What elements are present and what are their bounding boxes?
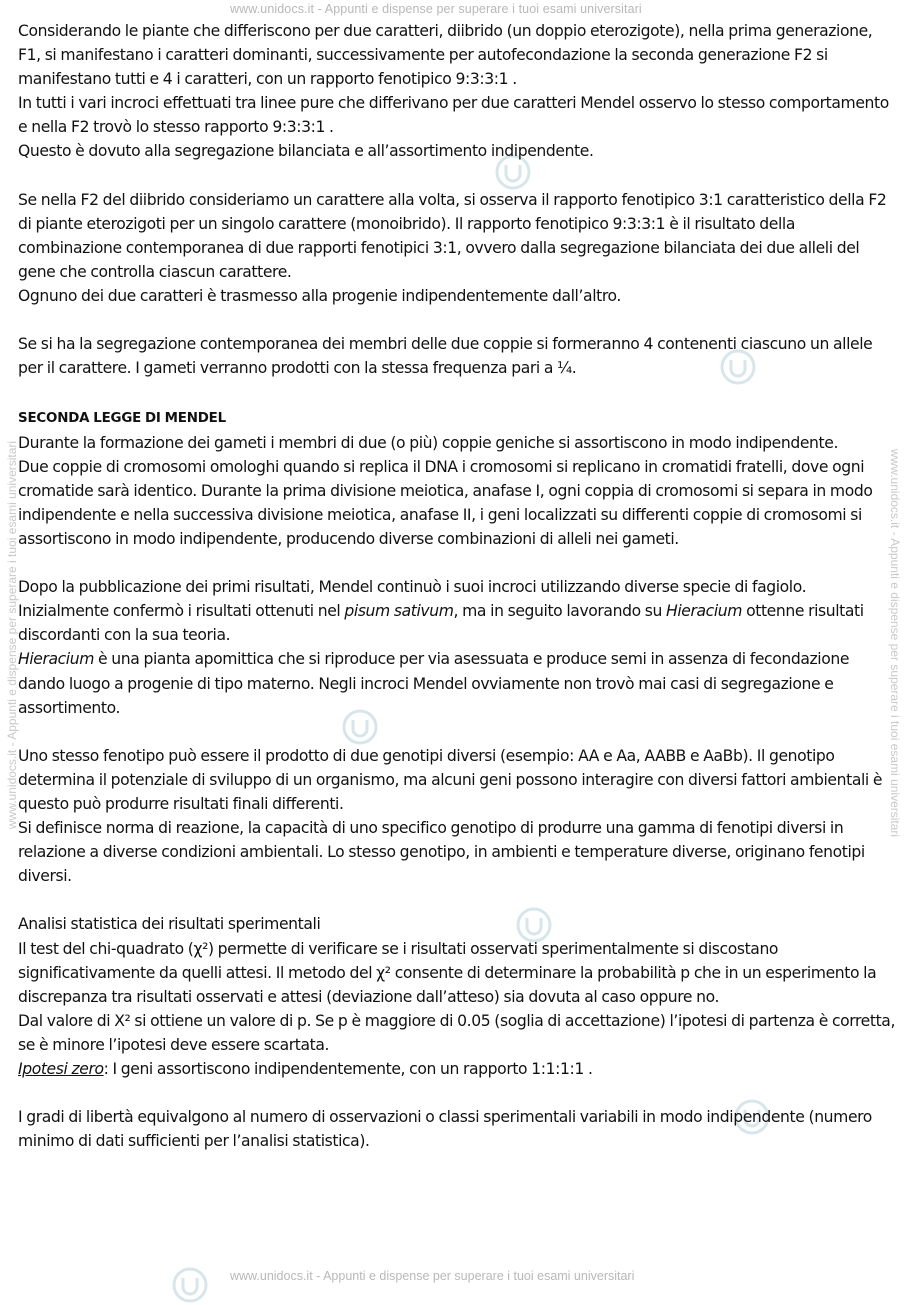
text-line: Il test del chi-quadrato (χ²) permette di verificare se i risultati osservati sperimentalmente si discostano significativamente da quelli attesi. Il metodo del χ² consente di determinare la probabilità p che in un esperimento la discrepanza tra risultati osservati e attesi (deviazione dall’atteso) sia dovuta al caso oppure no. [18, 939, 877, 1006]
subsection-title: Analisi statistica dei risultati sperimentali [18, 915, 321, 934]
right-side-watermark: www.unidocs.it - Appunti e dispense per superare i tuoi esami universitari [888, 448, 902, 838]
text-line: Due coppie di cromosomi omologhi quando si replica il DNA i cromosomi si replicano in cromatidi fratelli, dove ogni cromatide sarà identico. Durante la prima divisione meiotica, anafase I, ogni coppia di cromosomi si separa in modo indipendente e nella successiva divisione meiotica, anafase II, i geni localizzati su differenti coppie di cromosomi si assortiscono in modo indipendente, producendo diverse combinazioni di alleli nei gameti. [18, 457, 873, 548]
text-segment: Inizialmente confermò i risultati ottenuti nel [18, 602, 345, 621]
paragraph-genotype [18, 744, 898, 889]
text-line: Durante la formazione dei gameti i membri di due (o più) coppie geniche si assortiscono in modo indipendente. [18, 433, 839, 452]
paragraph-f2-ratio [18, 188, 898, 308]
paragraph-hieracium [18, 575, 898, 720]
text-segment: ottenne risultati discordanti con la sua teoria. [18, 602, 864, 645]
document-body [18, 19, 898, 1178]
text-line: I gradi di libertà equivalgono al numero di osservazioni o classi sperimentali variabili in modo indipendente (numero minimo di dati sufficienti per l’analisi statistica). [18, 1108, 872, 1151]
text-line: In tutti i vari incroci effettuati tra linee pure che differivano per due caratteri Mendel osservo lo stesso comportamento e nella F2 trovò lo stesso rapporto 9:3:3:1 . [18, 94, 889, 137]
text-line: Questo è dovuto alla segregazione bilanciata e all’assortimento indipendente. [18, 142, 594, 161]
section-heading: SECONDA LEGGE DI MENDEL [18, 410, 226, 426]
text-line: Dal valore di X² si ottiene un valore di p. Se p è maggiore di 0.05 (soglia di accettazione) l’ipotesi di partenza è corretta, se è minore l’ipotesi deve essere scartata. [18, 1011, 895, 1054]
header-watermark: www.unidocs.it - Appunti e dispense per superare i tuoi esami universitari [230, 2, 642, 16]
species-name: pisum sativum [344, 602, 454, 621]
text-line: Se nella F2 del diibrido consideriamo un carattere alla volta, si osserva il rapporto fenotipico 3:1 caratteristico della F2 di piante eterozigoti per un singolo carattere (monoibrido). Il rapporto fenotipico 9:3:3:1 è il risultato della combinazione contemporanea di due rapporti fenotipici 3:1, ovvero dalla segregazione bilanciata dei due alleli del gene che controlla ciascun carattere. [18, 190, 887, 281]
paragraph-degrees-of-freedom [18, 1105, 898, 1153]
paragraph-gametes [18, 332, 898, 380]
section-second-law [18, 405, 898, 552]
text-line: Si definisce norma di reazione, la capacità di uno specifico genotipo di produrre una gamma di fenotipi diversi in relazione a diverse condizioni ambientali. Lo stesso genotipo, in ambienti e temperature diverse, originano fenotipi diversi. [18, 819, 865, 886]
text-segment: , ma in seguito lavorando su [453, 602, 667, 621]
left-side-watermark: www.unidocs.it - Appunti e dispense per superare i tuoi esami universitari [5, 440, 19, 830]
paragraph-chi-square [18, 912, 898, 1081]
paragraph-dihybrid [18, 19, 898, 164]
species-name: Hieracium [18, 650, 94, 669]
text-line: Uno stesso fenotipo può essere il prodotto di due genotipi diversi (esempio: AA e Aa, AABB e AaBb). Il genotipo determina il potenziale di sviluppo di un organismo, ma alcuni geni possono interagire con diversi fattori ambientali è questo può produrre risultati finali differenti. [18, 746, 883, 813]
species-name: Hieracium [666, 602, 743, 621]
hypothesis-label: Ipotesi zero [18, 1060, 104, 1079]
text-line: Considerando le piante che differiscono per due caratteri, diibrido (un doppio eterozigote), nella prima generazione, F1, si manifestano i caratteri dominanti, successivamente per autofecondazione la seconda generazione F2 si manifestano tutti e 4 i caratteri, con un rapporto fenotipico 9:3:3:1 . [18, 22, 873, 89]
text-line: Se si ha la segregazione contemporanea dei membri delle due coppie si formeranno 4 contenenti ciascuno un allele per il carattere. I gameti verranno prodotti con la stessa frequenza pari a ¼. [18, 335, 873, 378]
text-segment: : I geni assortiscono indipendentemente, con un rapporto 1:1:1:1 . [103, 1060, 593, 1079]
text-segment: è una pianta apomittica che si riproduce per via asessuata e produce semi in assenza di fecondazione dando luogo a progenie di tipo materno. Negli incroci Mendel ovviamente non trovò mai casi di segregazione e assortimento. [18, 650, 850, 717]
footer-watermark: www.unidocs.it - Appunti e dispense per superare i tuoi esami universitari [230, 1269, 635, 1283]
text-line: Dopo la pubblicazione dei primi risultati, Mendel continuò i suoi incroci utilizzando diverse specie di fagiolo. [18, 578, 807, 597]
text-line: Ognuno dei due caratteri è trasmesso alla progenie indipendentemente dall’altro. [18, 287, 621, 306]
watermark-logo-icon [170, 1265, 210, 1305]
